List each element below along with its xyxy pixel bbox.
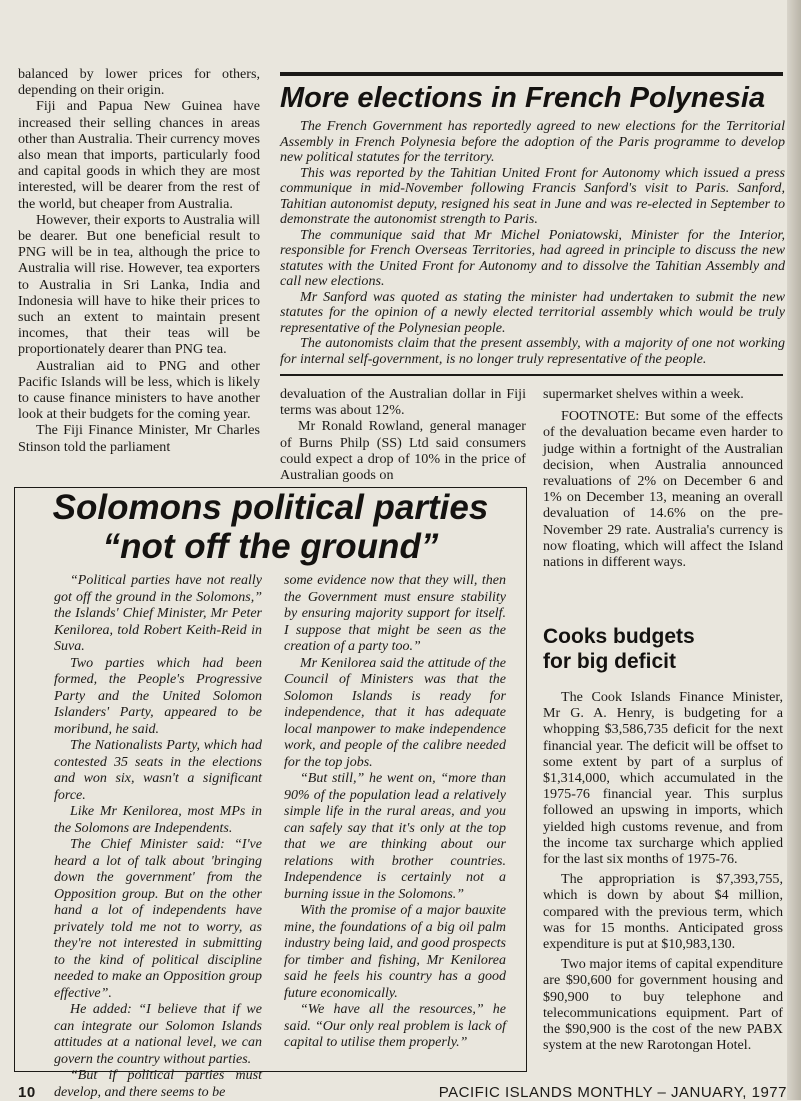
paragraph: Australian aid to PNG and other Pacific Islands will be less, which is likely to cause finance ministers to have another look at their budgets for the coming year.	[18, 357, 260, 423]
paragraph: “But still,” he went on, “more than 90% of the population lead a relatively simple life in the rural areas, and you can safely say that it's only at the top that we are thinking about our relations with brother countries. Independence is certainly not a burning issue in the Solomons.”	[284, 771, 506, 902]
solomons-headline-line1: Solomons political parties	[52, 488, 489, 527]
paragraph: However, their exports to Australia will be dearer. But one beneficial result to PNG will be in tea, although the price to Australia will rise. However, tea exporters to Australia in Sri Lanka, India and Indonesia will have to hike their prices to such an extent to maintain present incomes, that their teas will be proportionately dearer than PNG tea.	[18, 211, 260, 358]
bottom-rule	[280, 374, 783, 376]
paragraph: “We have all the resources,” he said. “Our only real problem is lack of capital to utilise them properly.”	[284, 1002, 506, 1050]
paragraph: The autonomists claim that the present assembly, with a majority of one not working for internal self-government, is no longer truly representative of the people.	[280, 335, 785, 367]
paragraph: Two parties which had been formed, the People's Progressive Party and the United Solomon Islanders' Party, appeared to be moribund, he said.	[54, 655, 262, 737]
paragraph: He added: “I believe that if we can integrate our Solomon Islands attitudes at a national level, we can govern the country without parties.	[54, 1002, 262, 1067]
scan-edge-shadow	[787, 0, 801, 1100]
paragraph: Mr Kenilorea said the attitude of the Council of Ministers was that the Solomon Islands is ready for independence, that it has adequate local manpower to make independence work, and people of the calibre needed for the top jobs.	[284, 655, 506, 770]
left-column	[18, 66, 260, 455]
paragraph: FOOTNOTE: But some of the effects of the devaluation became even harder to judge within a fortnight of the Australian decision, when Australia announced revaluations of 2% on December 6 and 1% on December 13, meaning an overall devaluation of 14.6% on the pre-November 29 rate. Australia's currency is now floating, which will affect the Island nations in different ways.	[543, 408, 783, 571]
french-headline: More elections in French Polynesia	[280, 82, 766, 114]
paragraph: This was reported by the Tahitian United Front for Autonomy which issued a press communique in mid-November following Francis Sanford's visit to Paris. Sanford, Tahitian autonomist deputy, resigned his seat in June and was re-elected in September to demonstrate the autonomist strength to Paris.	[280, 164, 785, 227]
solomons-col2	[284, 573, 506, 1052]
right-column	[543, 386, 783, 570]
paragraph: The Cook Islands Finance Minister, Mr G. A. Henry, is budgeting for a whopping $3,586,735 deficit for the next financial year. The deficit will be offset to some extent by part of a surplus of $1,314,000, which accumulated in the 1975-76 financial year. This surplus followed an upswing in imports, which yielded high customs revenue, and from the income tax surcharge which applied for the last six months of 1975-76.	[543, 689, 783, 868]
paragraph: Like Mr Kenilorea, most MPs in the Solomons are Independents.	[54, 804, 262, 836]
paragraph: The Fiji Finance Minister, Mr Charles Stinson told the parliament	[18, 422, 260, 455]
cooks-article-body	[543, 689, 783, 1053]
paragraph: The communique said that Mr Michel Poniatowski, Minister for the Interior, responsible for French Overseas Territories, had agreed in principle to discuss the new statutes with the United Front for Autonomy and to dissolve the Tahitian Assembly and call new elections.	[280, 226, 785, 289]
paragraph: Two major items of capital expenditure are $90,600 for government housing and $90,900 to buy telephone and telecommunications equipment. Part of the $90,900 is the cost of the new PABX system at the new Rarotongan Hotel.	[543, 956, 783, 1054]
page-number: 10	[18, 1084, 36, 1101]
paragraph: Fiji and Papua New Guinea have increased their selling chances in areas other than Australia. Their currency moves also mean that imports, particularly food and capital goods in which they are most interested, will be dearer from the rest of the world, but cheaper from Australia.	[18, 98, 260, 212]
paragraph: The Chief Minister said: “I've heard a lot of talk about 'bringing down the government' from the Opposition group. But on the other hand a lot of independents have privately told me not to worry, as they're not interested in submitting to the kind of political discipline needed to make an Opposition group effective”.	[54, 837, 262, 1001]
solomons-headline-line2: “not off the ground”	[102, 527, 439, 566]
paragraph: The appropriation is $7,393,755, which is down by about $4 million, compared with the previous term, which was for 15 months. Anticipated gross expenditure is put at $10,983,130.	[543, 871, 783, 953]
paragraph: “Political parties have not really got off the ground in the Solomons,” the Islands' Chief Minister, Mr Peter Kenilorea, told Robert Keith-Reid in Suva.	[54, 573, 262, 654]
paragraph: Mr Sanford was quoted as stating the minister had undertaken to submit the new statutes for the opinion of a newly elected territorial assembly which would be truly representative of the Polynesian people.	[280, 288, 785, 336]
middle-text	[280, 386, 526, 483]
top-rule	[280, 72, 783, 76]
paragraph: devaluation of the Australian dollar in Fiji terms was about 12%.	[280, 386, 526, 419]
paragraph: The French Government has reportedly agreed to new elections for the Territorial Assembly in French Polynesia before the adoption of the Paris programme to develop new political statutes for the territory.	[280, 118, 785, 165]
paragraph: With the promise of a major bauxite mine, the foundations of a big oil palm industry being laid, and good prospects for timber and fishing, Mr Kenilorea said he feels his country has a good future economically.	[284, 903, 506, 1001]
paragraph: “But if political parties must develop, and there seems to be	[54, 1068, 262, 1100]
publication-footer: PACIFIC ISLANDS MONTHLY – JANUARY, 1977	[438, 1084, 787, 1101]
paragraph: Mr Ronald Rowland, general manager of Burns Philp (SS) Ltd said consumers could expect a drop of 10% in the price of Australian goods on	[280, 418, 526, 484]
paragraph: some evidence now that they will, then the Government must ensure stability by ensuring majority support for itself. I suppose that might be seen as the creation of a party too.”	[284, 573, 506, 654]
paragraph: The Nationalists Party, which had contested 35 seats in the elections and won six, wasn't a significant force.	[54, 738, 262, 803]
cooks-headline-line2: for big deficit	[543, 650, 676, 673]
solomons-col1	[54, 573, 262, 1101]
cooks-headline-line1: Cooks budgets	[543, 625, 695, 648]
paragraph: supermarket shelves within a week.	[543, 386, 744, 402]
paragraph: balanced by lower prices for others, depending on their origin.	[18, 66, 260, 99]
cooks-headline	[543, 624, 783, 674]
french-article-body	[280, 119, 785, 367]
